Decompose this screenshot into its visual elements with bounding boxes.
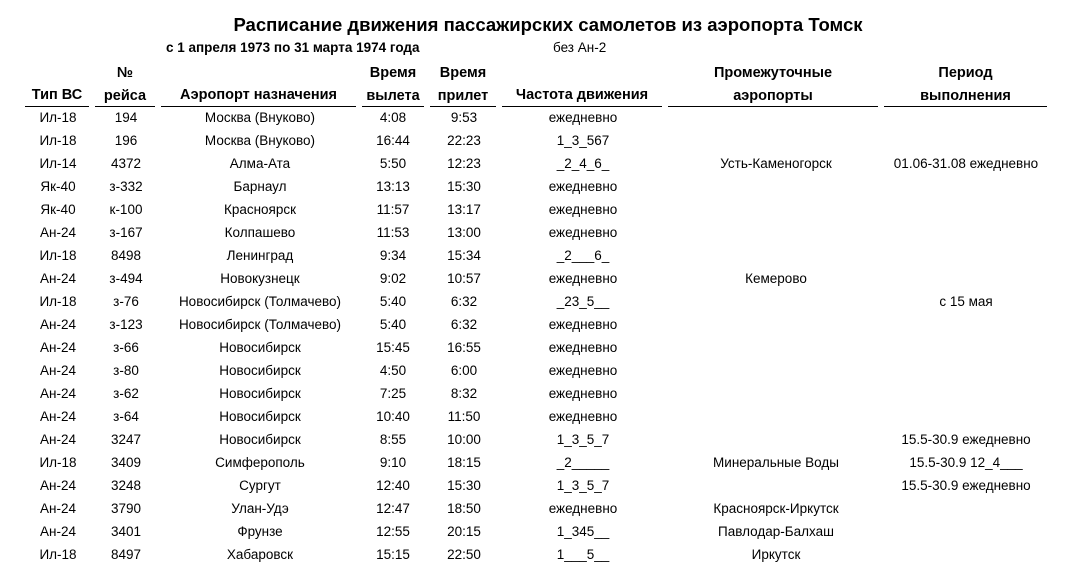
cell-arrival-time: 9:53 <box>450 110 478 125</box>
cell-intermediate-airports: Красноярск-Иркутск <box>713 501 839 516</box>
table-row <box>0 221 1065 244</box>
cell-aircraft-type: Як-40 <box>40 179 76 194</box>
cell-aircraft-type: Ан-24 <box>40 478 76 493</box>
cell-departure-time: 7:25 <box>379 386 407 401</box>
cell-aircraft-type: Ан-24 <box>40 386 76 401</box>
cell-arrival-time: 10:00 <box>447 432 481 447</box>
table-row <box>0 497 1065 520</box>
cell-frequency: ежедневно <box>548 317 618 332</box>
table-row <box>0 129 1065 152</box>
table-row <box>0 313 1065 336</box>
cell-departure-time: 11:53 <box>376 225 410 240</box>
cell-departure-time: 12:55 <box>376 524 410 539</box>
cell-aircraft-type: Ил-18 <box>39 133 77 148</box>
cell-aircraft-type: Ил-18 <box>39 294 77 309</box>
cell-frequency: ежедневно <box>548 271 618 286</box>
cell-arrival-time: 22:23 <box>447 133 481 148</box>
cell-destination: Хабаровск <box>226 547 294 562</box>
cell-period <box>869 106 1063 129</box>
cell-departure-time: 9:34 <box>379 248 407 263</box>
cell-period: 15.5-30.9 ежедневно <box>901 478 1031 493</box>
cell-aircraft-type: Ан-24 <box>40 317 76 332</box>
table-row <box>0 359 1065 382</box>
table-row <box>0 543 1065 566</box>
table-row <box>0 336 1065 359</box>
header-period: Период выполнения <box>884 62 1047 107</box>
cell-departure-time: 15:45 <box>376 340 410 355</box>
cell-aircraft-type: Ил-18 <box>39 110 77 125</box>
cell-period: 15.5-30.9 12_4___ <box>909 455 1023 470</box>
cell-arrival-time: 8:32 <box>450 386 478 401</box>
cell-period <box>869 129 1063 152</box>
cell-frequency: ежедневно <box>548 409 618 424</box>
cell-frequency: ежедневно <box>548 501 618 516</box>
cell-period: 01.06-31.08 ежедневно <box>893 156 1039 171</box>
cell-aircraft-type: Ил-18 <box>39 455 77 470</box>
cell-flight-number: к-100 <box>109 202 143 217</box>
cell-frequency: _2_4_6_ <box>556 156 610 171</box>
cell-destination: Новосибирск (Толмачево) <box>178 294 342 309</box>
cell-arrival-time: 13:00 <box>447 225 481 240</box>
schedule-period: с 1 апреля 1973 по 31 марта 1974 года <box>166 40 420 55</box>
cell-arrival-time: 20:15 <box>447 524 481 539</box>
cell-frequency: ежедневно <box>548 386 618 401</box>
cell-intermediate-airports: Усть-Каменогорск <box>720 156 832 171</box>
cell-flight-number: 3790 <box>110 501 142 516</box>
cell-destination: Новосибирск <box>219 386 301 401</box>
cell-period: 15.5-30.9 ежедневно <box>901 432 1031 447</box>
cell-destination: Сургут <box>239 478 281 493</box>
table-row <box>0 428 1065 451</box>
cell-departure-time: 5:40 <box>379 294 407 309</box>
cell-intermediate-airports <box>676 405 876 428</box>
cell-period <box>869 520 1063 543</box>
cell-intermediate-airports: Иркутск <box>751 547 801 562</box>
cell-flight-number: 3248 <box>110 478 142 493</box>
cell-destination: Москва (Внуково) <box>204 133 316 148</box>
table-row <box>0 474 1065 497</box>
cell-intermediate-airports <box>676 198 876 221</box>
cell-intermediate-airports <box>676 175 876 198</box>
cell-period <box>869 382 1063 405</box>
cell-destination: Симферополь <box>215 455 305 470</box>
cell-arrival-time: 15:34 <box>447 248 481 263</box>
cell-aircraft-type: Ан-24 <box>40 524 76 539</box>
cell-departure-time: 4:08 <box>379 110 407 125</box>
cell-aircraft-type: Як-40 <box>40 202 76 217</box>
header-arrival-time: Время прилет <box>430 62 496 107</box>
cell-period <box>869 244 1063 267</box>
cell-period <box>869 497 1063 520</box>
cell-frequency: 1_345__ <box>556 524 610 539</box>
cell-frequency: ежедневно <box>548 363 618 378</box>
cell-arrival-time: 22:50 <box>447 547 481 562</box>
cell-flight-number: 4372 <box>110 156 142 171</box>
cell-frequency: 1_3_5_7 <box>556 432 610 447</box>
cell-aircraft-type: Ил-18 <box>39 547 77 562</box>
cell-arrival-time: 15:30 <box>447 478 481 493</box>
cell-flight-number: 194 <box>114 110 138 125</box>
cell-frequency: 1___5__ <box>556 547 610 562</box>
cell-intermediate-airports <box>676 313 876 336</box>
cell-intermediate-airports <box>676 428 876 451</box>
cell-departure-time: 13:13 <box>376 179 410 194</box>
cell-period <box>869 405 1063 428</box>
cell-aircraft-type: Ил-14 <box>39 156 77 171</box>
cell-intermediate-airports <box>676 359 876 382</box>
cell-departure-time: 12:47 <box>376 501 410 516</box>
cell-arrival-time: 6:32 <box>450 294 478 309</box>
cell-frequency: _23_5__ <box>556 294 610 309</box>
cell-period <box>869 221 1063 244</box>
cell-intermediate-airports: Кемерово <box>745 271 807 286</box>
table-row <box>0 267 1065 290</box>
cell-period <box>869 313 1063 336</box>
cell-arrival-time: 13:17 <box>447 202 481 217</box>
table-row <box>0 382 1065 405</box>
cell-frequency: _2_____ <box>556 455 610 470</box>
cell-flight-number: з-76 <box>113 294 139 309</box>
cell-aircraft-type: Ан-24 <box>40 432 76 447</box>
cell-departure-time: 9:02 <box>379 271 407 286</box>
cell-arrival-time: 12:23 <box>447 156 481 171</box>
cell-destination: Алма-Ата <box>229 156 291 171</box>
cell-destination: Новосибирск <box>219 363 301 378</box>
cell-aircraft-type: Ан-24 <box>40 501 76 516</box>
cell-destination: Барнаул <box>233 179 287 194</box>
header-flight-number: № рейса <box>95 62 155 107</box>
cell-intermediate-airports: Павлодар-Балхаш <box>718 524 834 539</box>
header-departure-time: Время вылета <box>362 62 424 107</box>
cell-arrival-time: 15:30 <box>447 179 481 194</box>
table-row <box>0 198 1065 221</box>
table-row <box>0 451 1065 474</box>
cell-aircraft-type: Ан-24 <box>40 271 76 286</box>
cell-intermediate-airports <box>676 382 876 405</box>
cell-departure-time: 10:40 <box>376 409 410 424</box>
cell-destination: Новосибирск <box>219 340 301 355</box>
cell-flight-number: 3409 <box>110 455 142 470</box>
cell-destination: Новокузнецк <box>220 271 300 286</box>
cell-intermediate-airports <box>676 129 876 152</box>
table-row <box>0 405 1065 428</box>
cell-flight-number: з-66 <box>113 340 139 355</box>
header-destination: Аэропорт назначения <box>161 62 356 107</box>
cell-destination: Ленинград <box>226 248 294 263</box>
cell-destination: Фрунзе <box>237 524 283 539</box>
cell-intermediate-airports <box>676 221 876 244</box>
cell-flight-number: 3247 <box>110 432 142 447</box>
cell-departure-time: 9:10 <box>379 455 407 470</box>
cell-aircraft-type: Ан-24 <box>40 363 76 378</box>
cell-destination: Новосибирск (Толмачево) <box>178 317 342 332</box>
cell-period <box>869 359 1063 382</box>
cell-departure-time: 11:57 <box>376 202 410 217</box>
cell-frequency: ежедневно <box>548 340 618 355</box>
cell-destination: Красноярск <box>223 202 297 217</box>
cell-frequency: ежедневно <box>548 202 618 217</box>
cell-intermediate-airports: Минеральные Воды <box>713 455 839 470</box>
cell-period: с 15 мая <box>939 294 993 309</box>
cell-frequency: _2___6_ <box>556 248 610 263</box>
cell-aircraft-type: Ан-24 <box>40 340 76 355</box>
cell-flight-number: 8498 <box>110 248 142 263</box>
cell-intermediate-airports <box>676 244 876 267</box>
cell-departure-time: 12:40 <box>376 478 410 493</box>
cell-departure-time: 8:55 <box>379 432 407 447</box>
cell-flight-number: з-64 <box>113 409 139 424</box>
cell-intermediate-airports <box>676 336 876 359</box>
cell-destination: Улан-Удэ <box>231 501 289 516</box>
cell-flight-number: з-332 <box>109 179 143 194</box>
cell-departure-time: 4:50 <box>379 363 407 378</box>
cell-flight-number: 3401 <box>110 524 142 539</box>
cell-flight-number: з-62 <box>113 386 139 401</box>
cell-arrival-time: 6:00 <box>450 363 478 378</box>
header-frequency: Частота движения <box>502 62 662 107</box>
cell-departure-time: 5:40 <box>379 317 407 332</box>
table-row <box>0 152 1065 175</box>
cell-aircraft-type: Ил-18 <box>39 248 77 263</box>
cell-departure-time: 15:15 <box>376 547 410 562</box>
cell-aircraft-type: Ан-24 <box>40 409 76 424</box>
cell-arrival-time: 6:32 <box>450 317 478 332</box>
cell-departure-time: 16:44 <box>376 133 410 148</box>
cell-destination: Новосибирск <box>219 409 301 424</box>
table-row <box>0 290 1065 313</box>
cell-frequency: ежедневно <box>548 179 618 194</box>
cell-frequency: ежедневно <box>548 110 618 125</box>
cell-flight-number: з-167 <box>109 225 143 240</box>
cell-arrival-time: 16:55 <box>447 340 481 355</box>
table-row <box>0 106 1065 129</box>
cell-destination: Колпашево <box>224 225 296 240</box>
table-row <box>0 520 1065 543</box>
cell-arrival-time: 11:50 <box>447 409 481 424</box>
cell-period <box>869 543 1063 566</box>
schedule-note: без Ан-2 <box>553 40 607 55</box>
table-row <box>0 175 1065 198</box>
cell-period <box>869 175 1063 198</box>
cell-period <box>869 267 1063 290</box>
cell-arrival-time: 10:57 <box>447 271 481 286</box>
cell-departure-time: 5:50 <box>379 156 407 171</box>
cell-flight-number: 196 <box>114 133 138 148</box>
cell-flight-number: з-123 <box>109 317 143 332</box>
cell-period <box>869 336 1063 359</box>
cell-destination: Москва (Внуково) <box>204 110 316 125</box>
table-row <box>0 244 1065 267</box>
cell-flight-number: з-494 <box>109 271 143 286</box>
cell-intermediate-airports <box>676 290 876 313</box>
cell-arrival-time: 18:15 <box>447 455 481 470</box>
header-intermediate-airports: Промежуточные аэропорты <box>668 62 878 107</box>
cell-aircraft-type: Ан-24 <box>40 225 76 240</box>
cell-period <box>869 198 1063 221</box>
cell-frequency: ежедневно <box>548 225 618 240</box>
cell-destination: Новосибирск <box>219 432 301 447</box>
header-aircraft-type: Тип ВС <box>25 62 89 107</box>
cell-frequency: 1_3_5_7 <box>556 478 610 493</box>
cell-frequency: 1_3_567 <box>556 133 610 148</box>
cell-intermediate-airports <box>676 474 876 497</box>
cell-arrival-time: 18:50 <box>447 501 481 516</box>
cell-flight-number: 8497 <box>110 547 142 562</box>
cell-flight-number: з-80 <box>113 363 139 378</box>
page-title: Расписание движения пассажирских самолетов из аэропорта Томск <box>233 14 863 35</box>
cell-intermediate-airports <box>676 106 876 129</box>
